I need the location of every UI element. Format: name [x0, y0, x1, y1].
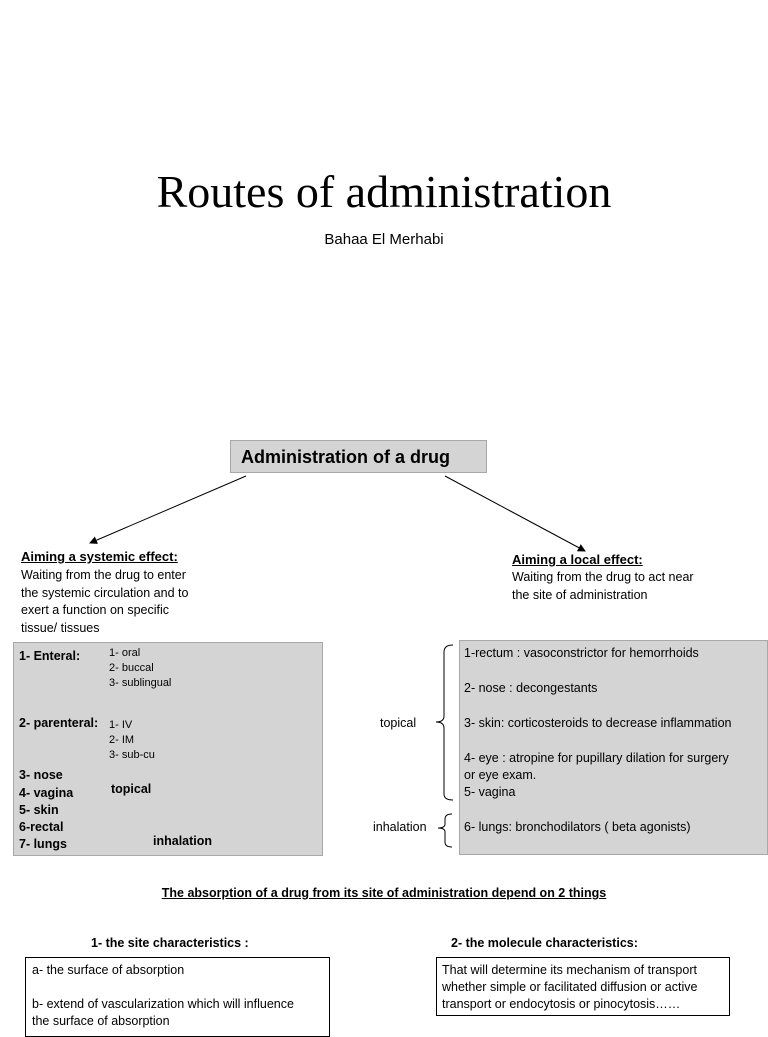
arrow-to-systemic — [90, 476, 246, 543]
spacer — [32, 979, 323, 996]
topical-label: topical — [111, 782, 152, 796]
text-line: Waiting from the drug to act near — [512, 570, 694, 584]
arrow-to-local — [445, 476, 585, 551]
nose-label: 3- nose — [19, 768, 63, 782]
molecule-characteristics-heading: 2- the molecule characteristics: — [451, 936, 638, 950]
text-line: Waiting from the drug to enter — [21, 568, 186, 582]
text-line: b- extend of vascularization which will influence — [32, 997, 294, 1011]
parenteral-list — [109, 718, 155, 763]
text-line: the systemic circulation and to — [21, 585, 189, 600]
text-line: That will determine its mechanism of transport — [442, 963, 697, 977]
text-line: whether simple or facilitated diffusion or active — [442, 980, 698, 994]
text-line: the site of administration — [512, 587, 648, 602]
rectal-label: 6-rectal — [19, 820, 64, 834]
text-line: transport or endocytosis or pinocytosis…… — [442, 997, 681, 1011]
skin-item: 3- skin: corticosteroids to decrease inflammation — [464, 716, 732, 730]
molecule-characteristics-box — [436, 957, 730, 1016]
brace-right-topical — [436, 645, 453, 800]
text-line: exert a function on specific — [21, 603, 169, 617]
right-inhalation-label: inhalation — [373, 820, 427, 834]
text-line: tissue/ tissues — [21, 620, 100, 635]
systemic-description — [21, 567, 188, 637]
list-item: 2- buccal — [109, 662, 154, 674]
page-title: Routes of administration — [156, 166, 612, 217]
vagina-item: 5- vagina — [464, 785, 516, 799]
nose-item: 2- nose : decongestants — [464, 681, 598, 695]
rectum-item: 1-rectum : vasoconstrictor for hemorrhoids — [464, 646, 699, 660]
site-characteristics-box — [25, 957, 330, 1037]
absorption-heading-wrap — [0, 884, 768, 902]
local-description — [512, 569, 694, 604]
list-item: 3- sublingual — [109, 677, 172, 689]
lungs-label: 7- lungs — [19, 837, 67, 851]
right-topical-label: topical — [380, 716, 417, 730]
skin-label: 5- skin — [19, 803, 59, 817]
eye-item: 4- eye : atropine for pupillary dilation for surgery — [464, 751, 729, 765]
local-heading: Aiming a local effect: — [512, 552, 643, 567]
list-item: 1- IV — [109, 719, 133, 731]
text-line: the surface of absorption — [32, 1014, 170, 1028]
lungs-item: 6- lungs: bronchodilators ( beta agonists) — [464, 820, 691, 834]
root-node: Administration of a drug — [230, 440, 487, 473]
list-item: 1- oral — [109, 647, 141, 659]
enteral-label: 1- Enteral: — [19, 649, 81, 663]
text-line: a- the surface of absorption — [32, 963, 185, 977]
systemic-heading: Aiming a systemic effect: — [21, 549, 178, 564]
absorption-heading: The absorption of a drug from its site of administration depend on 2 things — [161, 886, 607, 900]
eye-item-continued: or eye exam. — [464, 768, 537, 782]
list-item: 2- IM — [109, 734, 135, 746]
list-item: 3- sub-cu — [109, 749, 155, 761]
parenteral-label: 2- parenteral: — [19, 716, 99, 730]
author-name: Bahaa El Merhabi — [324, 231, 444, 248]
vagina-label: 4- vagina — [19, 786, 74, 800]
brace-right-inhalation — [438, 814, 452, 847]
inhalation-label: inhalation — [153, 834, 213, 848]
enteral-list — [109, 646, 171, 691]
site-characteristics-heading: 1- the site characteristics : — [91, 936, 249, 950]
